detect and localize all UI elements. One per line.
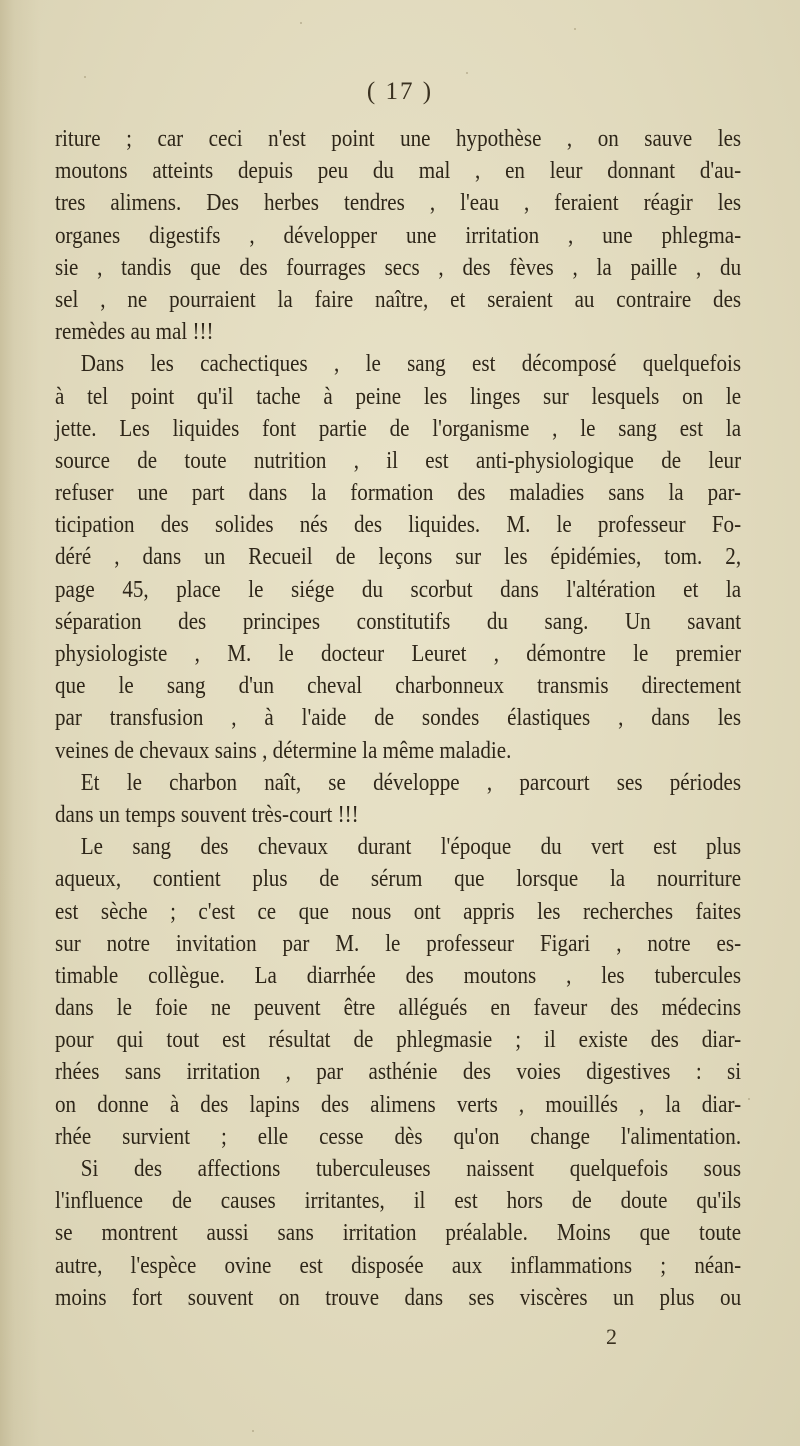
body-text xyxy=(55,123,741,1314)
text-line: est sèche ; c'est ce que nous ont appris les recherches faites xyxy=(55,897,742,925)
text-line: organes digestifs , développer une irritation , une phlegma- xyxy=(55,221,742,249)
text-line: se montrent aussi sans irritation préalable. Moins que toute xyxy=(55,1219,742,1247)
text-line: riture ; car ceci n'est point une hypothèse , on sauve les xyxy=(55,125,742,152)
text-line: moutons atteints depuis peu du mal , en leur donnant d'au- xyxy=(55,157,742,185)
text-line: timable collègue. La diarrhée des moutons , les tubercules xyxy=(55,961,742,989)
text-line: jette. Les liquides font partie de l'organisme , le sang est la xyxy=(55,414,742,442)
text-line: aqueux, contient plus de sérum que lorsque la nourriture xyxy=(55,865,742,893)
text-line: sie , tandis que des fourrages secs , des fèves , la paille , du xyxy=(55,253,742,281)
paper-speck xyxy=(300,22,302,24)
text-line: que le sang d'un cheval charbonneux transmis directement xyxy=(55,672,742,700)
text-line: par transfusion , à l'aide de sondes élastiques , dans les xyxy=(55,704,742,732)
text-line: sur notre invitation par M. le professeur Figari , notre es- xyxy=(55,929,742,957)
text-line: rhées sans irritation , par asthénie des voies digestives : si xyxy=(55,1058,742,1086)
text-line: à tel point qu'il tache à peine les linges sur lesquels on le xyxy=(55,382,742,410)
text-line: physiologiste , M. le docteur Leuret , démontre le premier xyxy=(55,640,742,667)
text-line: déré , dans un Recueil de leçons sur les épidémies, tom. 2, xyxy=(55,543,742,571)
paper-speck xyxy=(748,1098,750,1100)
text-line: dans le foie ne peuvent être allégués en faveur des médecins xyxy=(55,994,742,1022)
signature-mark: 2 xyxy=(606,1324,617,1349)
text-line: pour qui tout est résultat de phlegmasie ; il existe des diar- xyxy=(55,1026,742,1054)
text-line: veines de chevaux sains , détermine la même maladie. xyxy=(55,736,512,764)
text-line: tres alimens. Des herbes tendres , l'eau , feraient réagir les xyxy=(55,189,742,217)
text-line: Et le charbon naît, se développe , parcourt ses périodes xyxy=(80,768,742,796)
text-line: moins fort souvent on trouve dans ses viscères un plus ou xyxy=(55,1283,742,1311)
page-number-header: ( 17 ) xyxy=(366,78,434,105)
paper-speck xyxy=(574,28,576,30)
text-line: ticipation des solides nés des liquides. M. le professeur Fo- xyxy=(55,511,742,539)
paper-speck xyxy=(84,76,86,78)
text-line: source de toute nutrition , il est anti-physiologique de leur xyxy=(55,446,742,474)
paper-speck xyxy=(252,1430,254,1432)
text-line: séparation des principes constitutifs du sang. Un savant xyxy=(55,607,742,635)
text-line: Si des affections tuberculeuses naissent quelquefois sous xyxy=(80,1155,742,1182)
text-line: sel , ne pourraient la faire naître, et seraient au contraire des xyxy=(55,285,742,313)
text-line: on donne à des lapins des alimens verts , mouillés , la diar- xyxy=(55,1090,742,1118)
text-line: dans un temps souvent très-court !!! xyxy=(55,800,359,828)
text-line: Le sang des chevaux durant l'époque du vert est plus xyxy=(80,833,742,861)
text-line: l'influence de causes irritantes, il est hors de doute qu'ils xyxy=(55,1187,742,1215)
text-line: refuser une part dans la formation des maladies sans la par- xyxy=(55,479,742,507)
text-line: remèdes au mal !!! xyxy=(55,318,214,346)
text-line: rhée survient ; elle cesse dès qu'on change l'alimentation. xyxy=(55,1122,742,1150)
paper-speck xyxy=(466,72,468,74)
text-line: page 45, place le siége du scorbut dans l'altération et la xyxy=(55,575,742,603)
text-line: Dans les cachectiques , le sang est décomposé quelquefois xyxy=(80,350,742,378)
text-line: autre, l'espèce ovine est disposée aux inflammations ; néan- xyxy=(55,1251,742,1279)
